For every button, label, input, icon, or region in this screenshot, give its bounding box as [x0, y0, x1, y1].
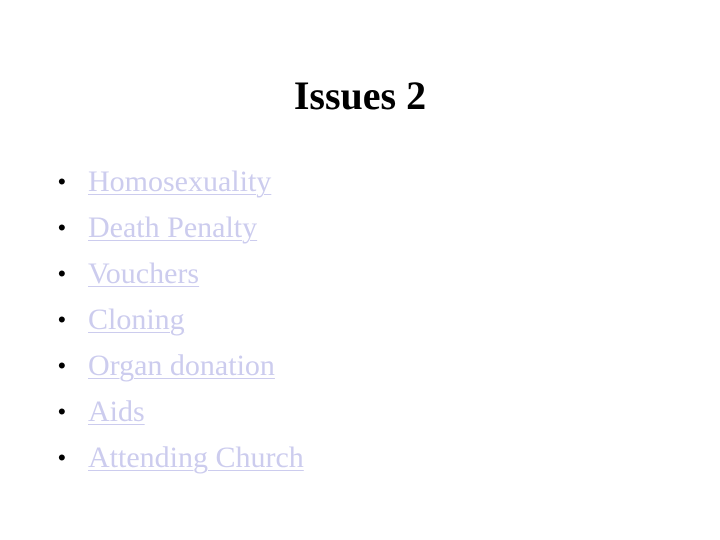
bullet-icon: •	[58, 353, 66, 378]
bullet-icon: •	[58, 261, 66, 286]
link-death-penalty[interactable]: Death Penalty	[88, 211, 258, 244]
link-organ-donation[interactable]: Organ donation	[88, 349, 275, 382]
bullet-icon: •	[58, 399, 66, 424]
link-attending-church[interactable]: Attending Church	[88, 441, 304, 474]
link-cloning[interactable]: Cloning	[88, 303, 185, 336]
bullet-icon: •	[58, 307, 66, 332]
slide-title: Issues 2	[293, 73, 427, 118]
link-homosexuality[interactable]: Homosexuality	[88, 165, 272, 198]
link-aids[interactable]: Aids	[88, 395, 145, 428]
bullet-icon: •	[58, 169, 66, 194]
bullet-icon: •	[58, 445, 66, 470]
link-vouchers[interactable]: Vouchers	[88, 257, 200, 290]
bullet-icon: •	[58, 215, 66, 240]
